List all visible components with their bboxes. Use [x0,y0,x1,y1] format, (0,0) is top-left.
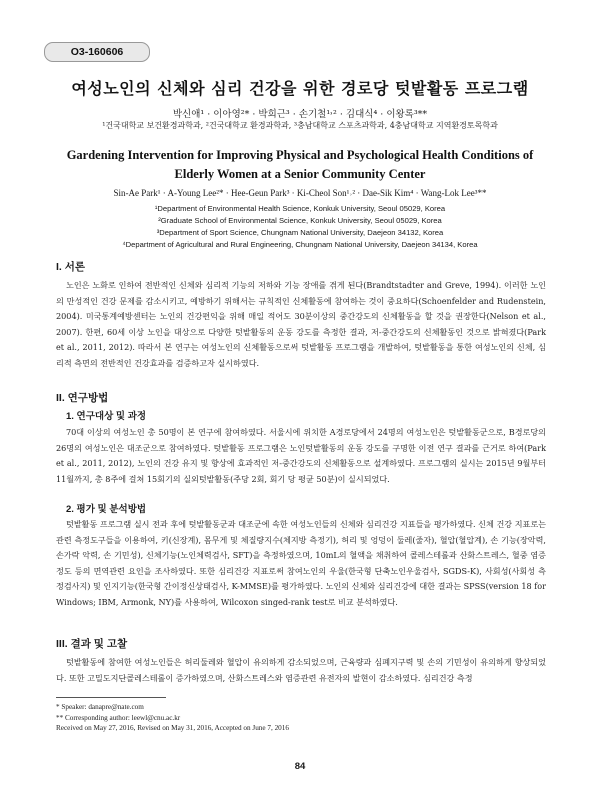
page-number: 84 [294,761,306,772]
subsection-heading-participants: 1. 연구대상 및 과정 [66,411,147,422]
section-heading-results: III. 결과 및 고찰 [56,638,128,650]
results-paragraph: 텃밭활동에 참여한 여성노인들은 허리둘레와 혈압이 유의하게 감소되었으며, 근육량과 심폐지구력 및 손의 기민성이 유의하게 향상되었다. 또한 고밀도지단콜레스테롤이 증가하였으며, 산화스트레스와 염증관련 유전자의 발현이 감소하였다. 심리건강 측정 [56,657,546,683]
english-title-line-1: Gardening Intervention for Improving Physical and Psychological Health Conditions of [66,148,534,162]
paper-code-badge: O3-160606 [44,42,150,62]
introduction-paragraph: 노인은 노화로 인하여 전반적인 신체와 심리적 기능의 저하와 기능 장애를 겪게 된다(Brandtstadter and Greve, 1994). 이러한 노인의 만성적인 건강 문제를 감소시키고, 예방하기 위해서는 규칙적인 신체활동에 참여하는 것이 중요하다(Schoenfelder and Rudenstein, 2004). 미국통계예방센터는 노인의 건강편익을 위해 매일 적어도 30분이상의 중간강도의 신체활동을 할 것을 권장한다(Nelson et al., 2007). 한편, 60세 이상 노인을 대상으로 다양한 텃밭활동의 운동 강도를 측정한 결과, 저-중간강도의 신체활동인 것으로 밝혀졌다(Park et al., 2011, 2012). 따라서 본 연구는 여성노인의 신체활동으로써 텃밭활동 프로그램을 개발하여, 텃밭활동을 통한 여성노인의 신체, 심리적 측면의 전반적인 건강효과를 검증하고자 실시하였다. [56,280,546,368]
english-title-line-2: Elderly Women at a Senior Community Center [174,167,426,181]
analysis-paragraph: 텃밭활동 프로그램 실시 전과 후에 텃밭활동군과 대조군에 속한 여성노인들의 신체와 심리건강 지표들을 평가하였다. 신체 건강 지표로는 관련 측정도구들을 이용하여, 키(신장계), 몸무게 및 체질량지수(체지방 측정기), 허리 및 엉덩이 둘레(줄자), 혈압(혈압계), 손 기능(장악력, 손가락 악력, 손 기민성), 신체기능(노인체력검사, SFT)을 측정하였으며, 10mL의 혈액을 채취하여 콜레스테롤과 산화스트레스, 혈중 염증정도 등의 면역관련 요인을 조사하였다. 또한 심리건강 지표로써 참여노인의 우울(한국형 단축노인우울검사, SGDS-K), 사회성(사회성 측정검사지) 및 인지기능(한국형 간이정신상태검사, K-MMSE)를 평가하였다. 노인의 신체와 심리건강에 대한 결과는 SPSS(version 18 for Windows; IBM, Armonk, NY)를 사용하여, Wilcoxon singed-rank test로 비교 분석하였다. [56,519,546,607]
affiliation-line: ³Department of Sport Science, Chungnam National University, Daejeon 34132, Korea [156,228,444,237]
korean-title: 여성노인의 신체와 심리 건강을 위한 경로당 텃밭활동 프로그램 [71,79,529,98]
korean-affiliations: ¹건국대학교 보건환경과학과, ²건국대학교 환경과학과, ³충남대학교 스포츠과학과, 4충남대학교 지역환경토목학과 [102,121,498,130]
korean-authors: 박신애¹ · 이아영²* · 박희근³ · 손기철¹˒² · 김대식⁴ · 이왕록³** [172,109,428,120]
english-authors: Sin-Ae Park¹ · A-Young Lee²* · Hee-Geun Park³ · Ki-Cheol Son¹˒² · Dae-Sik Kim⁴ · Wang-Lok Lee³** [113,188,487,198]
footnote-received-dates: Received on May 27, 2016, Revised on May 31, 2016, Accepted on June 7, 2016 [56,724,289,732]
english-affiliations [40,203,560,251]
footnote-divider [56,697,166,698]
subsection-heading-analysis: 2. 평가 및 분석방법 [66,504,147,515]
affiliation-line: ⁴Department of Agricultural and Rural Engineering, Chungnam National University, Daejeon 34134, Korea [122,240,478,249]
section-heading-methods: II. 연구방법 [56,392,109,404]
english-title [40,146,560,184]
participants-paragraph: 70대 이상의 여성노인 총 50명이 본 연구에 참여하였다. 서울시에 위치한 A경로당에서 24명의 여성노인은 텃밭활동군으로, B경로당의 26명의 여성노인은 대조군으로 참여하였다. 텃밭활동 프로그램은 노인텃밭활동의 운동 강도를 구명한 이전 연구 결과를 근거로 하여(Park et al., 2011, 2012), 노인의 건강 유지 및 향상에 효과적인 저-중간강도의 신체활동으로 설계하였다. 프로그램의 실시는 2015년 9월부터 11월까지, 총 8주에 걸쳐 15회기의 실외텃밭활동(주당 2회, 회기 당 평균 50분)이 실시되었다. [56,427,546,484]
footnotes [56,702,546,734]
footnote-speaker: * Speaker: danapre@nate.com [56,703,144,711]
section-heading-introduction: I. 서론 [56,261,86,273]
footnote-corresponding-author: ** Corresponding author: leewl@cnu.ac.kr [56,713,181,722]
affiliation-line: ¹Department of Environmental Health Science, Konkuk University, Seoul 05029, Korea [154,204,446,213]
affiliation-line: ²Graduate School of Environmental Science, Konkuk University, Seoul 05029, Korea [158,216,442,225]
